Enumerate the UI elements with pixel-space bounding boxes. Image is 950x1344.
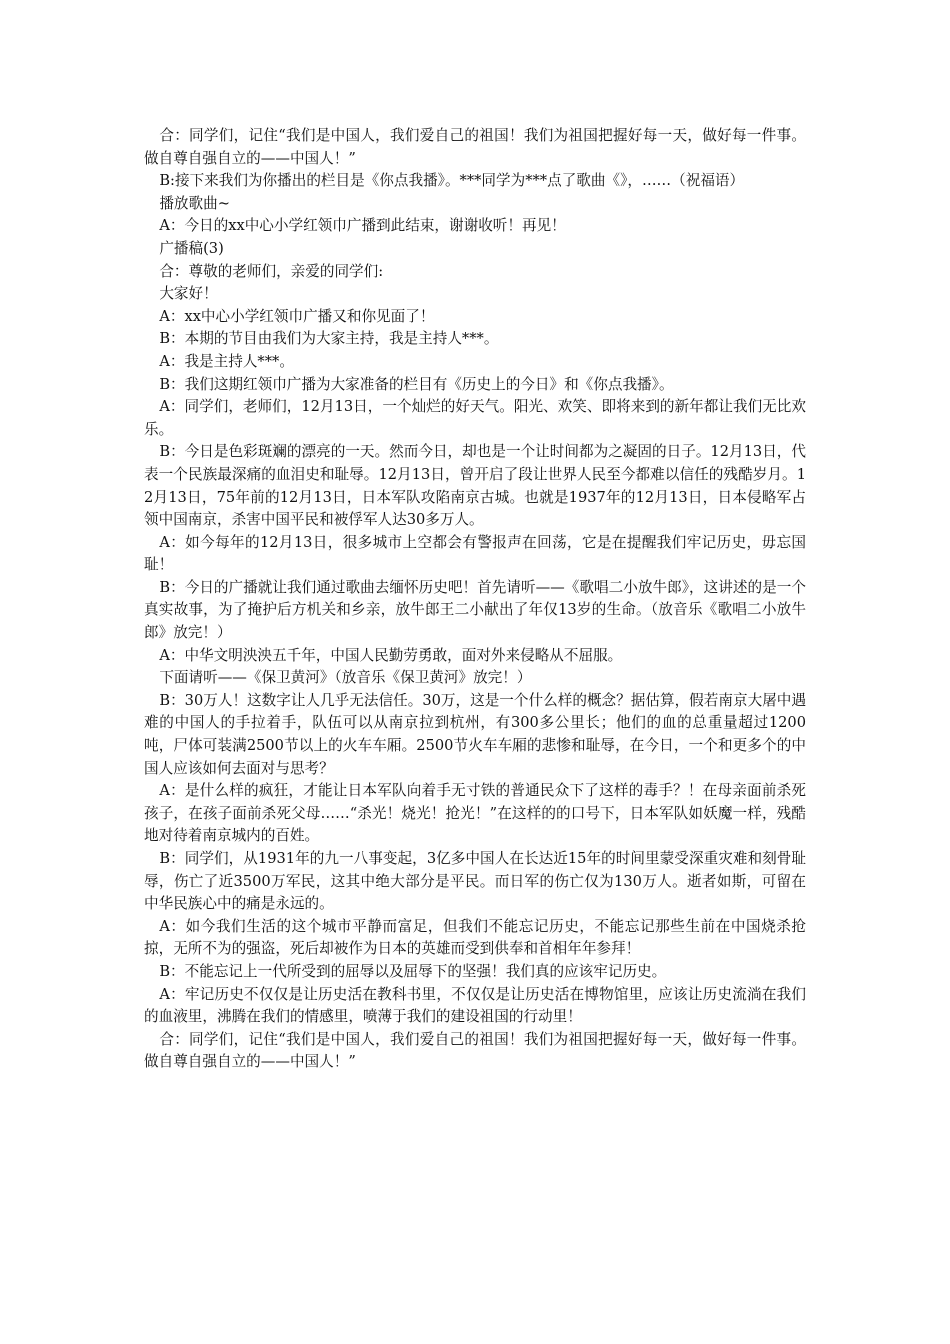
paragraph-12: A：同学们，老师们，12月13日，一个灿烂的好天气。阳光、欢笑、即将来到的新年都让我们无比欢乐。	[144, 398, 806, 438]
paragraph-20: B：同学们，从1931年的九一八事变起，3亿多中国人在长达近15年的时间里蒙受深重灾难和刻骨耻辱，伤亡了近3500万军民，这其中绝大部分是平民。而日军的伤亡仅为130万人。逝者如斯，可留在中华民族心中的痛是永远的。	[144, 850, 806, 913]
paragraph-21: A：如今我们生活的这个城市平静而富足，但我们不能忘记历史，不能忘记那些生前在中国烧杀抢掠，无所不为的强盗，死后却被作为日本的英雄而受到供奉和首相年年参拜！	[144, 917, 806, 958]
paragraph-6: 合：尊敬的老师们，亲爱的同学们:	[159, 262, 384, 280]
paragraph-16: A：中华文明泱泱五千年，中国人民勤劳勇敢，面对外来侵略从不屈服。	[159, 646, 623, 664]
paragraph-10: A：我是主持人***。	[159, 352, 294, 370]
paragraph-8: A：xx中心小学红领巾广播又和你见面了！	[159, 307, 435, 325]
paragraph-3: 播放歌曲~	[159, 194, 230, 212]
paragraph-15: B：今日的广播就让我们通过歌曲去缅怀历史吧！首先请听——《歌唱二小放牛郎》，这讲述的是一个真实故事，为了掩护后方机关和乡亲，放牛郎王二小献出了年仅13岁的生命。（放音乐《歌唱二小放牛郎》放完！）	[144, 578, 806, 642]
paragraph-1: 合：同学们，记住“我们是中国人，我们爱自己的祖国！我们为祖国把握好每一天，做好每一件事。做自尊自强自立的——中国人！”	[144, 127, 806, 167]
paragraph-4: A：今日的xx中心小学红领巾广播到此结束，谢谢收听！再见！	[159, 217, 566, 235]
paragraph-7: 大家好！	[159, 285, 218, 303]
paragraph-11: B：我们这期红领巾广播为大家准备的栏目有《历史上的今日》和《你点我播》。	[159, 375, 674, 393]
paragraph-13: B：今日是色彩斑斓的漂亮的一天。然而今日，却也是一个让时间都为之凝固的日子。12月13日，代表一个民族最深痛的血泪史和耻辱。12月13日，曾开启了段让世界人民至今都难以信任的残酷岁月。12月13日，75年前的12月13日，日本军队攻陷南京古城。也就是1937年的12月13日，日本侵略军占领中国南京，杀害中国平民和被俘军人达30多万人。	[144, 443, 806, 529]
paragraph-14: A：如今每年的12月13日，很多城市上空都会有警报声在回荡，它是在提醒我们牢记历史，毋忘国耻！	[144, 533, 806, 574]
paragraph-22: B：不能忘记上一代所受到的屈辱以及屈辱下的坚强！我们真的应该牢记历史。	[159, 962, 667, 980]
paragraph-19: A：是什么样的疯狂，才能让日本军队向着手无寸铁的普通民众下了这样的毒手？！在母亲面前杀死孩子，在孩子面前杀死父母……“杀光！烧光！抢光！”在这样的的口号下，日本军队如妖魔一样，残酷地对待着南京城内的百姓。	[144, 782, 806, 845]
paragraph-2: B:接下来我们为你播出的栏目是《你点我播》。***同学为***点了歌曲《》，……（祝福语）	[159, 172, 745, 190]
paragraph-18: B：30万人！这数字让人几乎无法信任。30万，这是一个什么样的概念？据估算，假若南京大屠中遇难的中国人的手拉着手，队伍可以从南京拉到杭州，有300多公里长；他们的血的总重量超过1200吨，尸体可装满2500节以上的火车车厢。2500节火车车厢的悲惨和耻辱，在今日，一个和更多个的中国人应该如何去面对与思考？	[144, 691, 806, 777]
paragraph-23: A：牢记历史不仅仅是让历史活在教科书里，不仅仅是让历史活在博物馆里，应该让历史流淌在我们的血液里，沸腾在我们的情感里，喷薄于我们的建设祖国的行动里！	[144, 985, 806, 1026]
paragraph-17: 下面请听——《保卫黄河》（放音乐《保卫黄河》放完！）	[159, 669, 532, 687]
paragraph-24: 合：同学们，记住“我们是中国人，我们爱自己的祖国！我们为祖国把握好每一天，做好每一件事。做自尊自强自立的——中国人！”	[144, 1030, 806, 1071]
document-page	[144, 125, 806, 1074]
section-heading: 广播稿(3)	[159, 239, 224, 257]
paragraph-9: B：本期的节目由我们为大家主持，我是主持人***。	[159, 330, 499, 348]
